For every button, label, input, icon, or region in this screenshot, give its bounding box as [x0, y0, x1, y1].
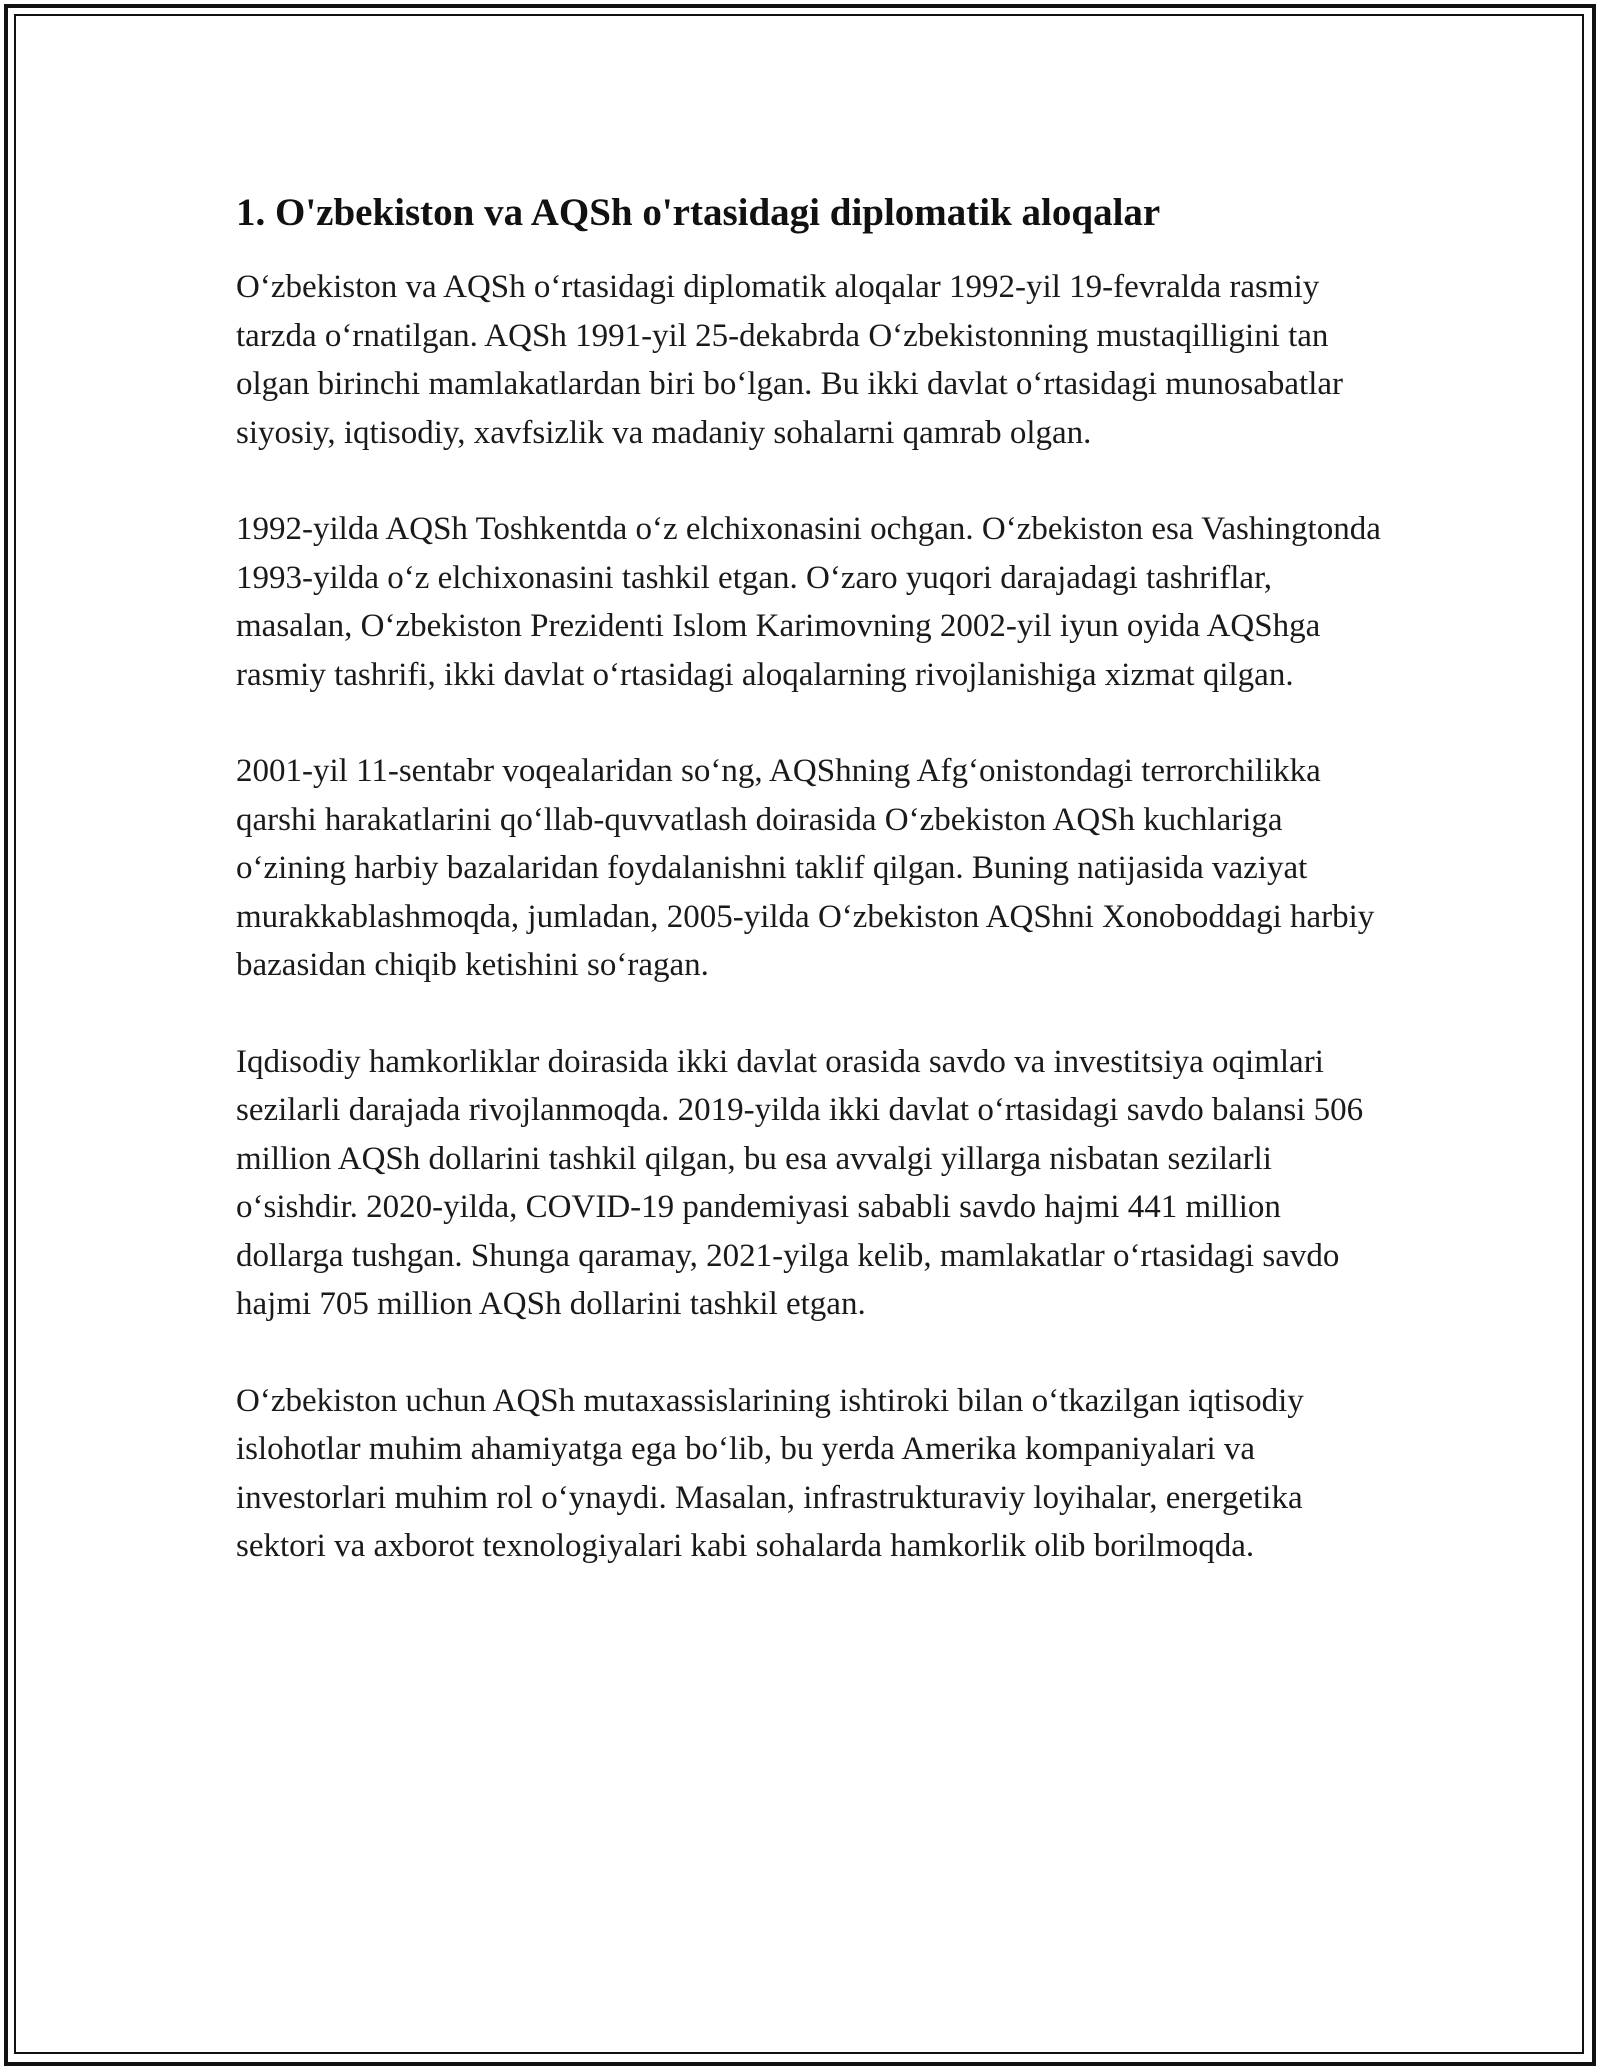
paragraph-establishment: O‘zbekiston va AQSh o‘rtasidagi diplomatik aloqalar 1992-yil 19-fevralda rasmiy tarzda o‘rnatilgan. AQSh 1991-yil 25-dekabrda O‘zbekistonning mustaqilligini tan olgan birinchi mamlakatlardan biri bo‘lgan. Bu ikki davlat o‘rtasidagi munosabatlar siyosiy, iqtisodiy, xavfsizlik va madaniy sohalarni qamrab olgan. [236, 269, 1344, 451]
document-body [236, 185, 1386, 1571]
paragraph-security: 2001-yil 11-sentabr voqealaridan so‘ng, AQShning Afg‘onistondagi terrorchilikka qarshi harakatlarini qo‘llab-quvvatlash doirasida O‘zbekiston AQSh kuchlariga o‘zining harbiy bazalaridan foydalanishni taklif qilgan. Buning natijasida vaziyat murakkablashmoqda, jumladan, 2005-yilda O‘zbekiston AQShni Xonoboddagi harbiy bazasidan chiqib ketishini so‘ragan. [236, 753, 1375, 983]
paragraph-embassies: 1992-yilda AQSh Toshkentda o‘z elchixonasini ochgan. O‘zbekiston esa Vashingtonda 1993-yilda o‘z elchixonasini tashkil etgan. O‘zaro yuqori darajadagi tashriflar, masalan, O‘zbekiston Prezidenti Islom Karimovning 2002-yil iyun oyida AQShga rasmiy tashrifi, ikki davlat o‘rtasidagi aloqalarning rivojlanishiga xizmat qilgan. [236, 511, 1381, 693]
paragraph-reforms: O‘zbekiston uchun AQSh mutaxassislarining ishtiroki bilan o‘tkazilgan iqtisodiy islohotlar muhim ahamiyatga ega bo‘lib, bu yerda Amerika kompaniyalari va investorlari muhim rol o‘ynaydi. Masalan, infrastrukturaviy loyihalar, energetika sektori va axborot texnologiyalari kabi sohalarda hamkorlik olib borilmoqda. [236, 1382, 1304, 1564]
section-heading: 1. O'zbekiston va AQSh o'rtasidagi diplomatik aloqalar [236, 191, 1161, 234]
paragraph-trade: Iqdisodiy hamkorliklar doirasida ikki davlat orasida savdo va investitsiya oqimlari sezilarli darajada rivojlanmoqda. 2019-yilda ikki davlat o‘rtasidagi savdo balansi 506 million AQSh dollarini tashkil qilgan, bu esa avvalgi yillarga nisbatan sezilarli o‘sishdir. 2020-yilda, COVID-19 pandemiyasi sababli savdo hajmi 441 million dollarga tushgan. Shunga qaramay, 2021-yilga kelib, mamlakatlar o‘rtasidagi savdo hajmi 705 million AQSh dollarini tashkil etgan. [236, 1043, 1364, 1322]
